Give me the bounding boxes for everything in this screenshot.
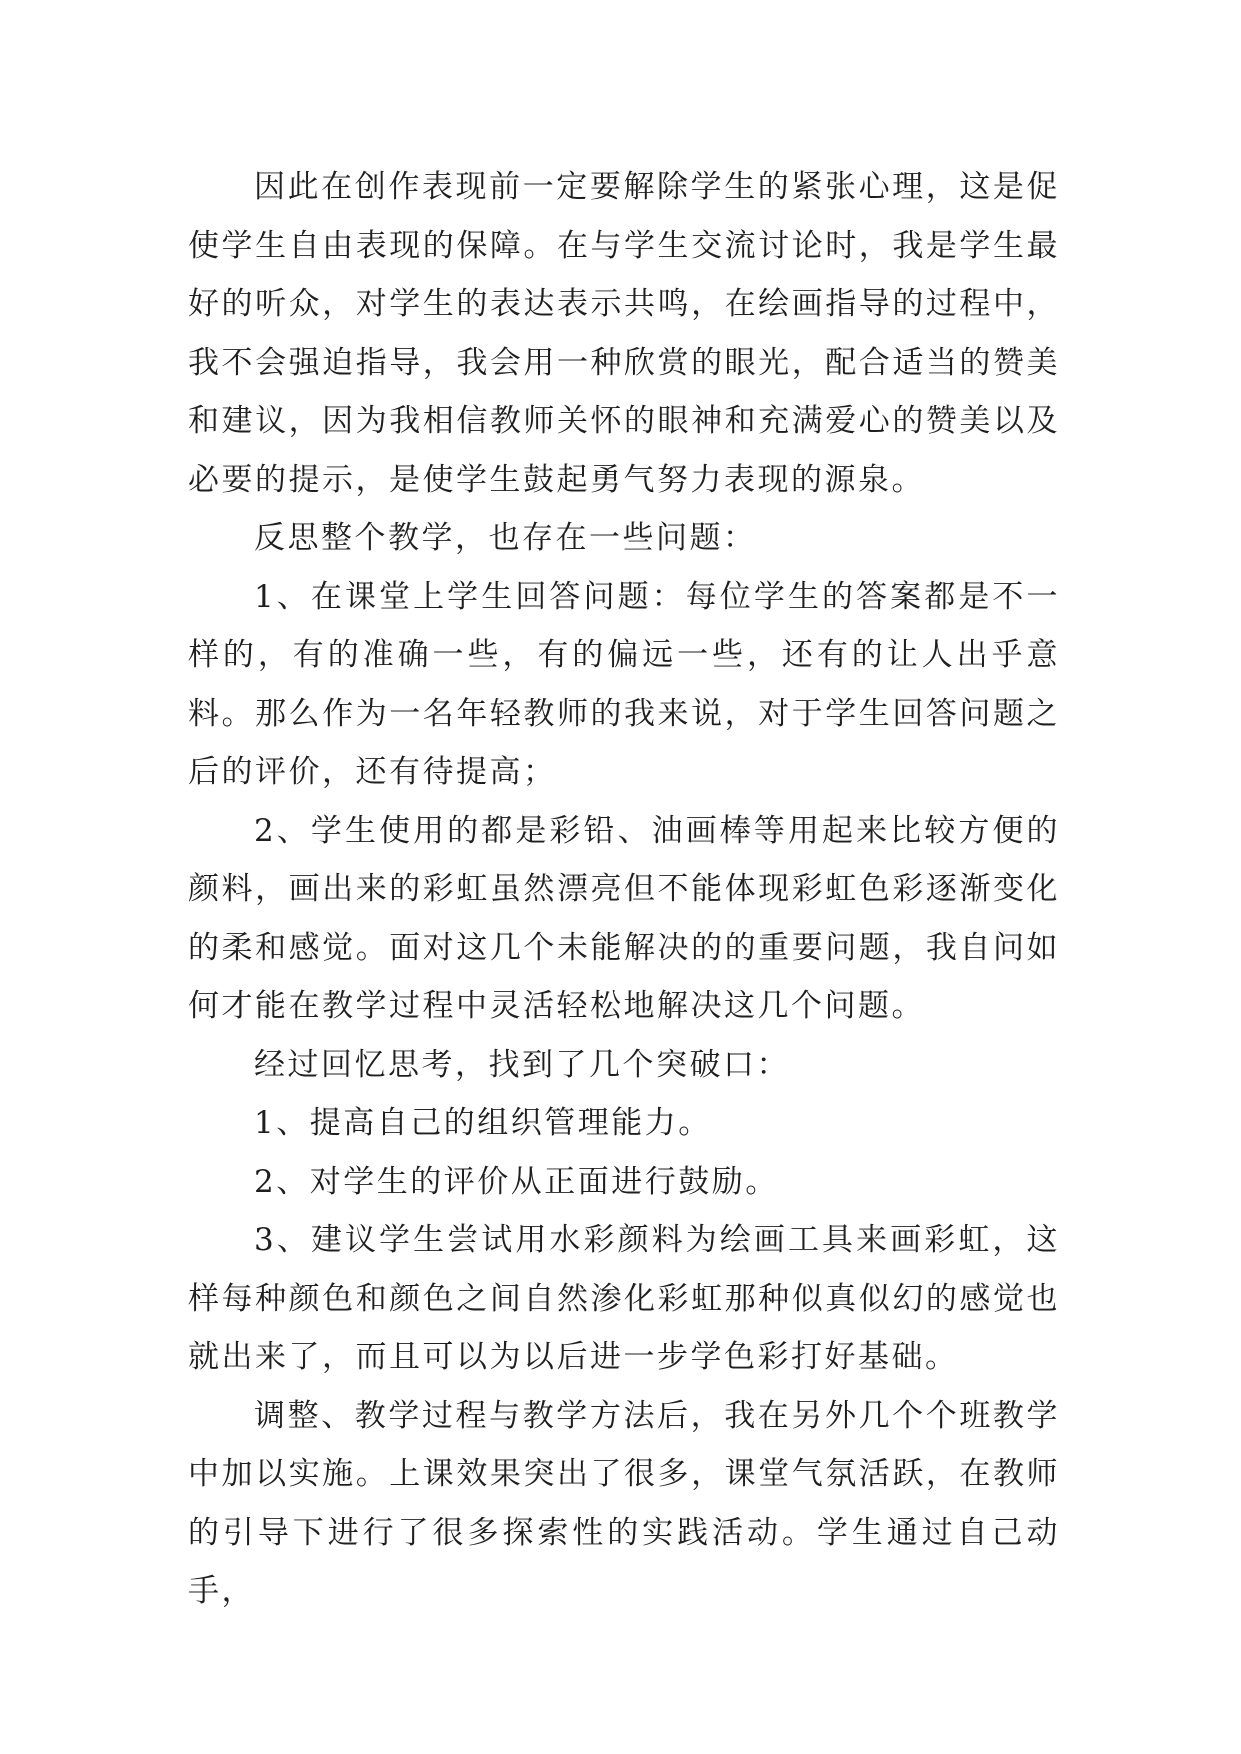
document-body <box>188 158 1060 1621</box>
paragraph-problem-1: 1、在课堂上学生回答问题：每位学生的答案都是不一样的，有的准确一些，有的偏远一些，还有的让人出乎意料。那么作为一名年轻教师的我来说，对于学生回答问题之后的评价，还有待提高； <box>188 578 1060 790</box>
paragraph-problem-2: 2、学生使用的都是彩铅、油画棒等用起来比较方便的颜料，画出来的彩虹虽然漂亮但不能体现彩虹色彩逐渐变化的柔和感觉。面对这几个未能解决的的重要问题，我自问如何才能在教学过程中灵活轻松地解决这几个问题。 <box>188 812 1060 1024</box>
paragraph-implementation: 调整、教学过程与教学方法后，我在另外几个个班教学中加以实施。上课效果突出了很多，课堂气氛活跃，在教师的引导下进行了很多探索性的实践活动。学生通过自己动手， <box>188 1397 1060 1609</box>
paragraph-reflection-heading: 反思整个教学，也存在一些问题： <box>254 520 757 556</box>
paragraph-breakthrough-2: 2、对学生的评价从正面进行鼓励。 <box>254 1163 779 1200</box>
paragraph-breakthrough-1: 1、提高自己的组织管理能力。 <box>254 1105 712 1141</box>
paragraph-breakthrough-heading: 经过回忆思考，找到了几个突破口： <box>254 1046 790 1083</box>
paragraph-breakthrough-3: 3、建议学生尝试用水彩颜料为绘画工具来画彩虹，这样每种颜色和颜色之间自然渗化彩虹那种似真似幻的感觉也就出来了，而且可以为以后进一步学色彩打好基础。 <box>188 1222 1060 1375</box>
paragraph-intro-closing: 因此在创作表现前一定要解除学生的紧张心理，这是促使学生自由表现的保障。在与学生交流讨论时，我是学生最好的听众，对学生的表达表示共鸣，在绘画指导的过程中，我不会强迫指导，我会用一种欣赏的眼光，配合适当的赞美和建议，因为我相信教师关怀的眼神和充满爱心的赞美以及必要的提示，是使学生鼓起勇气努力表现的源泉。 <box>188 169 1060 498</box>
